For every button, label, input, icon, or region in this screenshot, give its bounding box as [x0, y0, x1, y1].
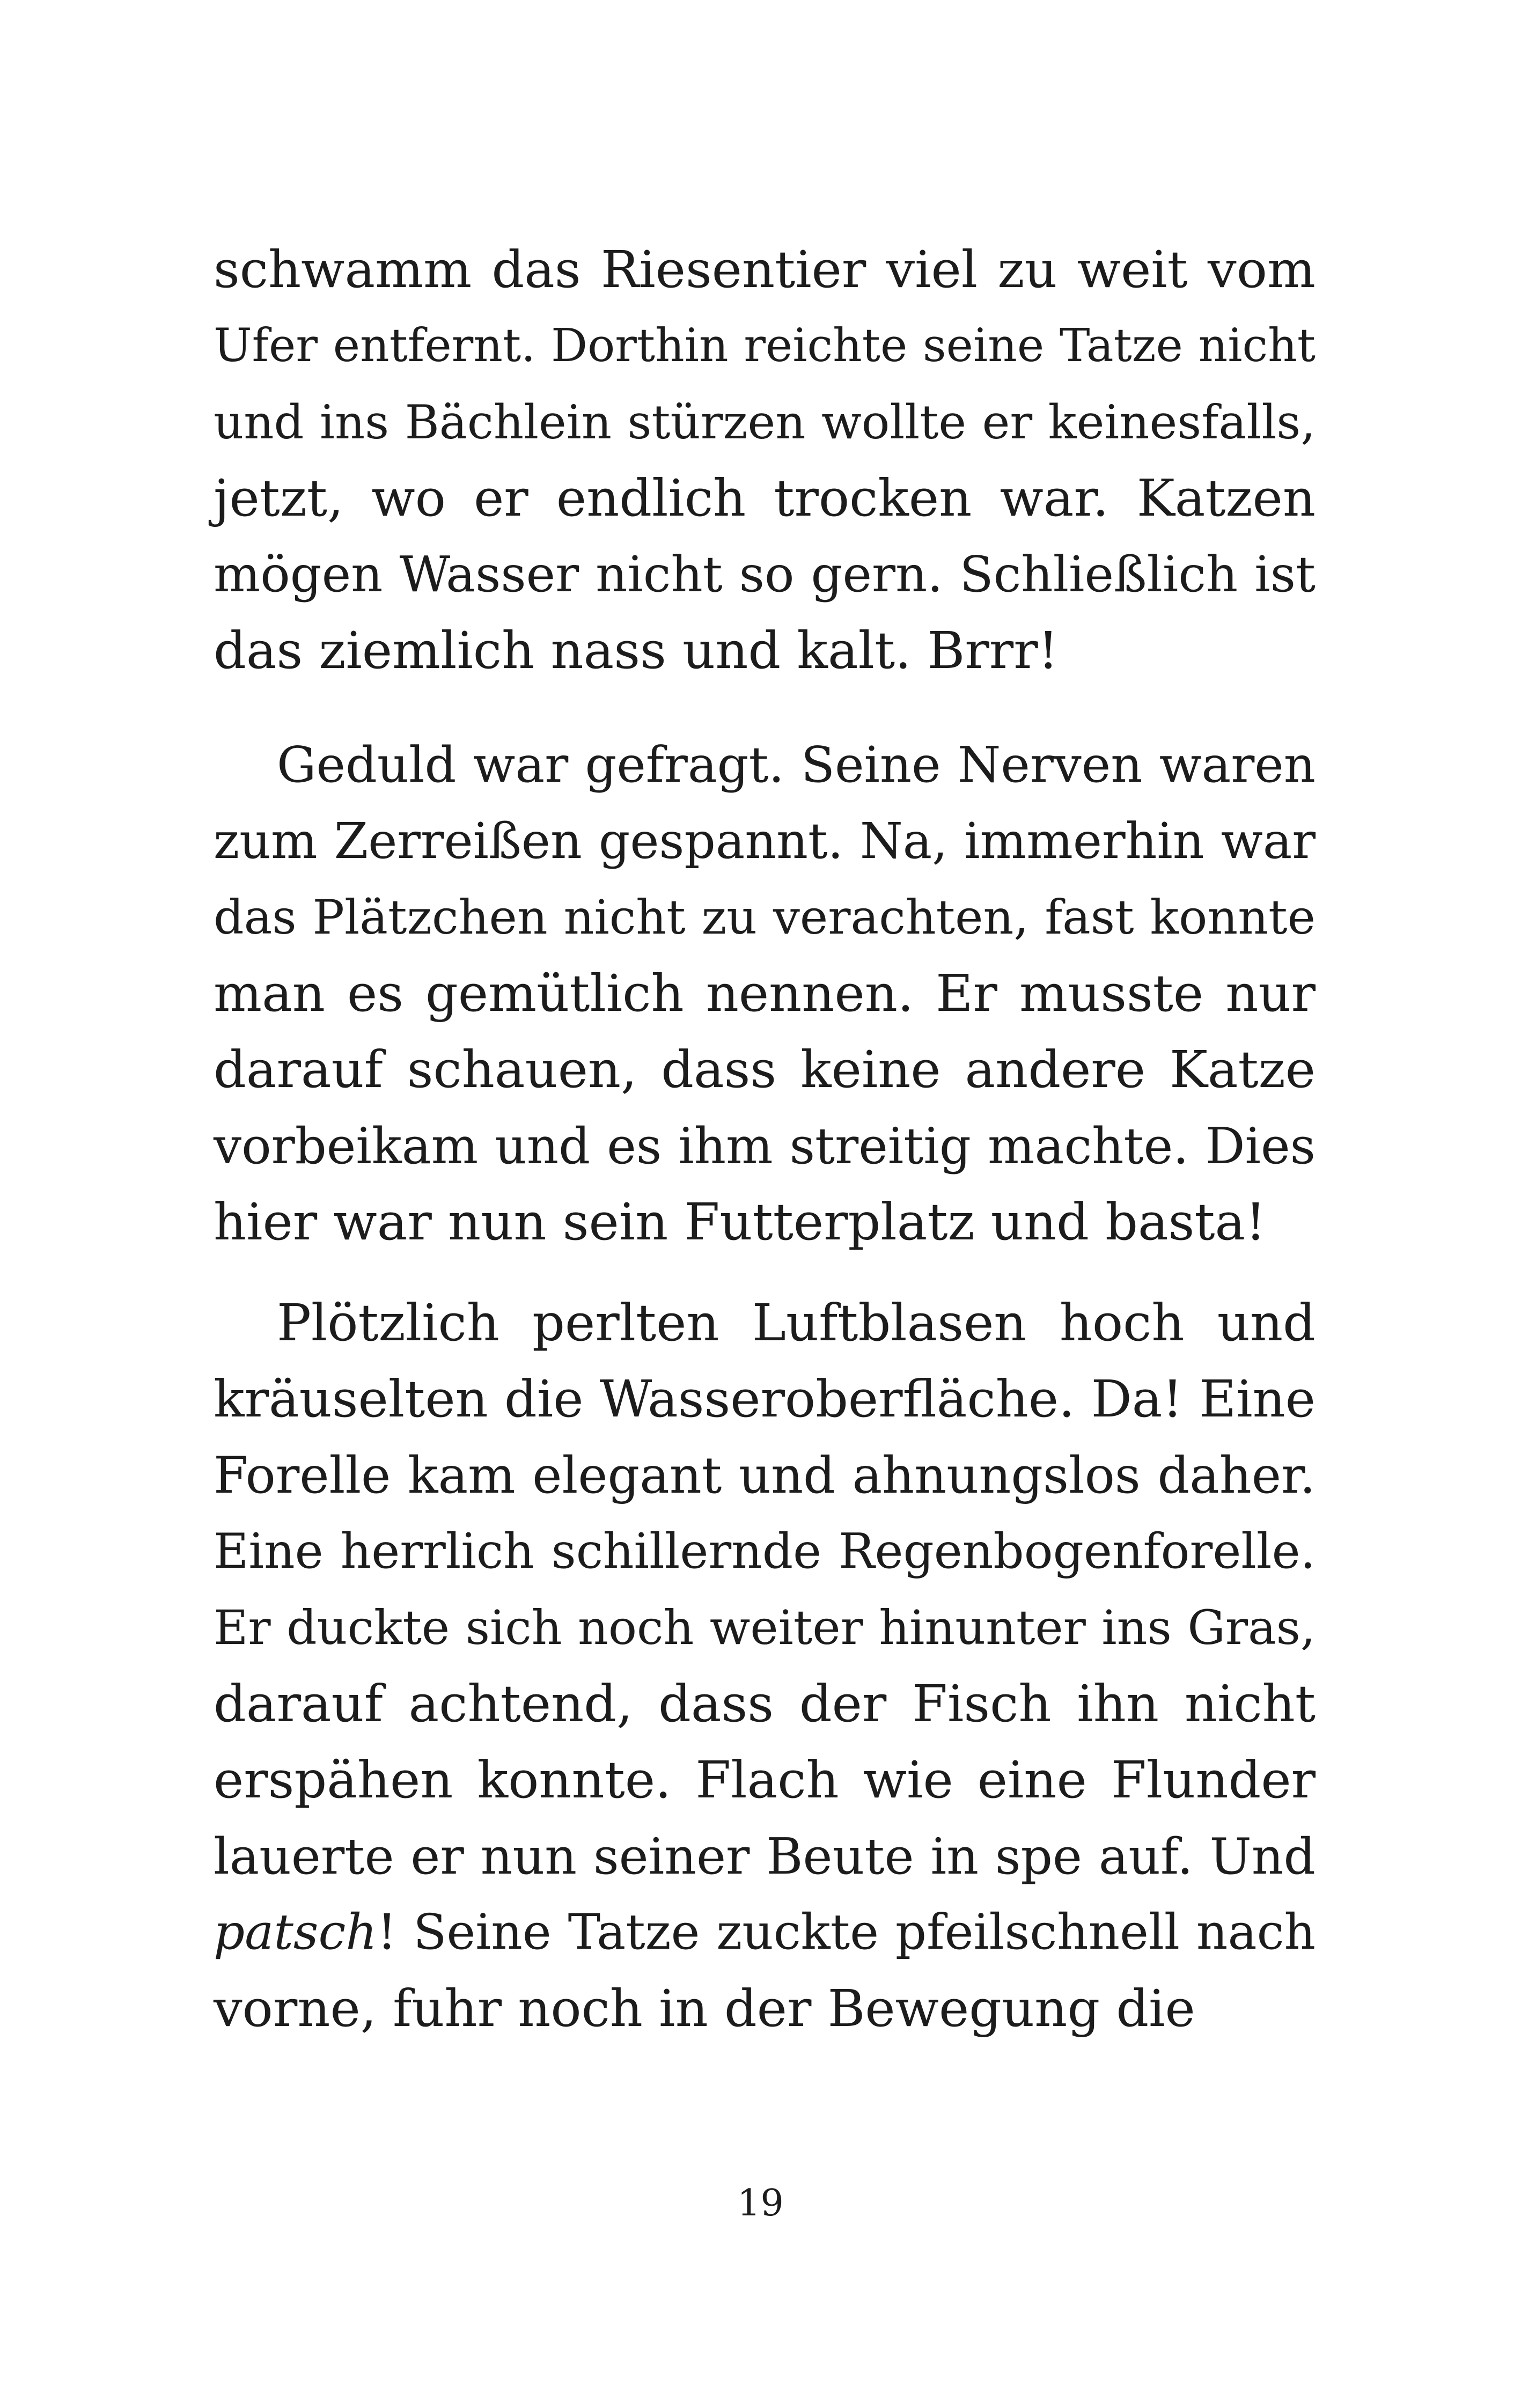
italic-word: patsch	[214, 1904, 377, 1961]
text-line: und ins Bächlein stürzen wollte er keinesfalls,	[214, 395, 1316, 450]
text-line: schwamm das Riesentier viel zu weit vom	[214, 240, 1316, 299]
paragraph-1	[214, 232, 1316, 689]
text-line: darauf schauen, dass keine andere Katze	[214, 1040, 1316, 1099]
text-line: kräuselten die Wasseroberfläche. Da! Eine	[214, 1370, 1316, 1429]
text-line: lauerte er nun seiner Beute in spe auf. Und	[214, 1827, 1316, 1885]
paragraph-3	[214, 1285, 1316, 2047]
text-line: Forelle kam elegant und ahnungslos daher.	[214, 1446, 1316, 1504]
text-line: Eine herrlich schillernde Regenbogenforelle.	[214, 1524, 1316, 1580]
text-line: darauf achtend, dass der Fisch ihn nicht	[214, 1675, 1316, 1734]
text-line: vorne, fuhr noch in der Bewegung die	[214, 1979, 1195, 2038]
text-line: mögen Wasser nicht so gern. Schließlich ist	[214, 546, 1316, 603]
text-line: erspähen konnte. Flach wie eine Flunder	[214, 1751, 1316, 1810]
text-line-rest: ! Seine Tatze zuckte pfeilschnell nach	[377, 1904, 1316, 1961]
text-line: jetzt, wo er endlich trocken war. Katzen	[214, 469, 1316, 528]
text-line: Er duckte sich noch weiter hinunter ins Gras,	[214, 1600, 1316, 1655]
text-line: hier war nun sein Futterplatz und basta!	[214, 1193, 1266, 1252]
text-line: zum Zerreißen gespannt. Na, immerhin war	[214, 812, 1316, 870]
text-line: Ufer entfernt. Dorthin reichte seine Tatze nicht	[214, 319, 1316, 372]
text-line-with-italic	[214, 1895, 1316, 1971]
text-line: Geduld war gefragt. Seine Nerven waren	[277, 736, 1316, 794]
paragraph-2	[214, 727, 1316, 1260]
text-line: das Plätzchen nicht zu verachten, fast konnte	[214, 890, 1316, 945]
text-line: das ziemlich nass und kalt. Brrr!	[214, 621, 1059, 680]
text-line: Plötzlich perlten Luftblasen hoch und	[277, 1294, 1316, 1353]
text-line: man es gemütlich nennen. Er musste nur	[214, 964, 1316, 1023]
text-line: vorbeikam und es ihm streitig machte. Dies	[214, 1117, 1316, 1175]
page-number: 19	[737, 2182, 784, 2225]
